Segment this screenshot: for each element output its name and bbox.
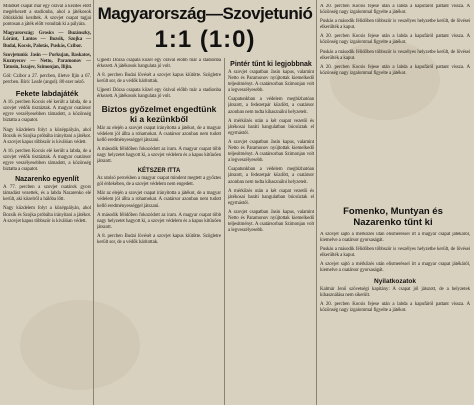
lineup-paragraph: Szovjetunió: Jasin — Porkujan, Baskatov, Kuznyecov — Netto, Paramonov — Tatusin, Iszajev, Szimonjan, Ilijin. [3, 52, 91, 70]
paragraph: A szovjet csapatban Jasin kapus, valamint Netto és Paramonov nyújtottak kiemelkedő teljesítményt. A csatársorban Szimonjan volt a legveszélyesebb. [228, 209, 314, 234]
paragraph: A szovjet csapatban Jasin kapus, valamint Netto és Paramonov nyújtottak kiemelkedő teljesítményt. A csatársorban Szimonjan volt a legveszélyesebb. [228, 139, 314, 164]
column-divider [316, 0, 317, 405]
page-headline: Magyarország—Szovjetunió [97, 4, 313, 23]
paragraph: A szovjet sajtó a mérkőzés után elismeréssel írt a magyar csapat játékáról, kiemelve a csatársor gyorsaságát. [320, 232, 470, 244]
paragraph: Nagy küzdelem folyt a középpályán, ahol Bozsik és Szojka próbálta irányítani a játékot. A szovjet kapus többször is kiválóan védett. [3, 127, 91, 145]
paragraph: Már az elején a szovjet csapat irányította a játékot, de a magyar védelem jól állta a rohamokat. A csatársor azonban nem tudott kellő eredményességgel játszani. [97, 191, 221, 209]
paragraph: Ujpesti Dózsa csapata közel egy órával előbb már a stadionba érkezett. A játékosok hangulata jó volt. [97, 88, 221, 100]
paragraph: Kalmár Jenő szövetségi kapitány: A csapat jól játszott, de a helyzetek kihasználása nem sikerült. [320, 286, 470, 298]
paragraph: A 20. percben Kocsis fejese után a labda a kapufáról pattant vissza. A közönség nagy izgalommal figyelte a játékot. [320, 4, 470, 16]
section-heading: Fekete labdajáték [15, 89, 79, 99]
section-heading: Pintér tűnt ki legjobbnak [230, 61, 312, 68]
section-heading: Nazarenko egyenlít [15, 176, 79, 184]
center-left-column [97, 58, 221, 405]
paragraph: A 8. percben Budai lövését a szovjet kapus kiütötte. Szögletre került sor, de a védők hárítottak. [97, 73, 221, 85]
paragraph: A mérkőzés után a két csapat vezetői és játékosai baráti hangulatban búcsúztak el egymástól. [228, 188, 314, 206]
paragraph: Gól: Czibor a 27. percben, illetve Iljin a 67. percben. Bíró: Leafe (angol). 80 ezer néző. [3, 73, 91, 86]
right-column-bottom [320, 232, 470, 405]
paragraph: Az utolsó percekben a magyar csapat mindent megtett a győztes gól érdekében, de a szovjet védelem nem engedett. [97, 176, 221, 188]
paragraph: Puskás a második félidőben többször is veszélyes helyzetbe került, de lövései elkerülték a kaput. [320, 49, 470, 61]
paragraph: A 16. percben Kocsis elé került a labda, de a szovjet védők tisztáztak. A magyar csatársor egyre veszélyesebben támadott, a közönség biztatta a csapatot. [3, 148, 91, 173]
right-column-top [320, 4, 470, 200]
paragraph: Nagy küzdelem folyt a középpályán, ahol Bozsik és Szojka próbálta irányítani a játékot. A szovjet kapus többször is kiválóan védett. [3, 206, 91, 224]
paragraph: Csapatunkban a védelem megbízhatóan játszott, a fedezetpár küzdött, a csatársor azonban nem tudta kihasználni helyzeteit. [228, 97, 314, 115]
paragraph: A 77. percben a szovjet csatárok gyors támadást vezettek, és a labda Nazarenko elé került, aki közelről a hálóba lőtt. [3, 185, 91, 203]
column-divider [224, 58, 225, 405]
paragraph: A második félidőben fokozódott az iram. A magyar csapat több nagy helyzetet hagyott ki, a szovjet védelem és a kapus kitűnően játszott. [97, 212, 221, 230]
score-headline: 1:1 (1:0) [154, 26, 256, 53]
paragraph: A 20. percben Kocsis fejese után a labda a kapufáról pattant vissza. A közönség nagy izgalommal figyelte a játékot. [320, 64, 470, 76]
paragraph: A 20. percben Kocsis fejese után a labda a kapufáról pattant vissza. A közönség nagy izgalommal figyelte a játékot. [320, 301, 470, 313]
paragraph: Mindkét csapat már egy órával a kezdés előtt megérkezett a stadionba, ahol a játékosok öltözködni kezdtek. A szovjet csapat tagjai pontosan a játék előtt vonultak ki a pályára. [3, 4, 91, 28]
paragraph: A mérkőzés után a két csapat vezetői és játékosai baráti hangulatban búcsúztak el egymástól. [228, 118, 314, 136]
column-divider [93, 0, 94, 405]
section-heading: Nyilatkozatok [374, 277, 416, 285]
center-right-column [228, 58, 314, 405]
paragraph: Puskás a második félidőben többször is veszélyes helyzetbe került, de lövései elkerülték a kaput. [320, 19, 470, 31]
paragraph: Puskás a második félidőben többször is veszélyes helyzetbe került, de lövései elkerülték a kaput. [320, 247, 470, 259]
paragraph: A második félidőben fokozódott az iram. A magyar csapat több nagy helyzetet hagyott ki, a szovjet védelem és a kapus kitűnően játszott. [97, 146, 221, 165]
paragraph: A 16. percben Kocsis elé került a labda, de a szovjet védők tisztáztak. A magyar csatársor egyre veszélyesebben támadott, a közönség biztatta a csapatot. [3, 100, 91, 124]
section-headline: Fomenko, Muntyan és Nazarenko tűnt ki [343, 206, 443, 228]
paragraph: A szovjet csapatban Jasin kapus, valamint Netto és Paramonov nyújtottak kiemelkedő teljesítményt. A csatársorban Szimonjan volt a legveszélyesebb. [228, 70, 314, 94]
paragraph: A 8. percben Budai lövését a szovjet kapus kiütötte. Szögletre került sor, de a védők hárítottak. [97, 233, 221, 245]
paragraph: Már az elején a szovjet csapat irányította a játékot, de a magyar védelem jól állta a rohamokat. A csatársor azonban nem tudott kellő eredményességgel játszani. [97, 125, 221, 143]
left-column [3, 4, 91, 405]
lineup-paragraph: Magyarország: Grosics — Buzánszky, Lóránt, Lantos — Bozsik, Szojka — Budai, Kocsis, Palotás, Puskás, Czibor. [3, 31, 91, 49]
paragraph: Ujpesti Dózsa csapata közel egy órával előbb már a stadionba érkezett. A játékosok hangulata jó volt. [97, 58, 221, 70]
paragraph: A 20. percben Kocsis fejese után a labda a kapufáról pattant vissza. A közönség nagy izgalommal figyelte a játékot. [320, 34, 470, 46]
paragraph: A szovjet sajtó a mérkőzés után elismeréssel írt a magyar csapat játékáról, kiemelve a csatársor gyorsaságát. [320, 262, 470, 274]
paragraph: Csapatunkban a védelem megbízhatóan játszott, a fedezetpár küzdött, a csatársor azonban nem tudta kihasználni helyzeteit. [228, 167, 314, 185]
section-heading: KÉTSZER ITTA [137, 168, 181, 175]
section-heading: Biztos győzelmet engedtünk ki a kezünkből [101, 103, 217, 124]
